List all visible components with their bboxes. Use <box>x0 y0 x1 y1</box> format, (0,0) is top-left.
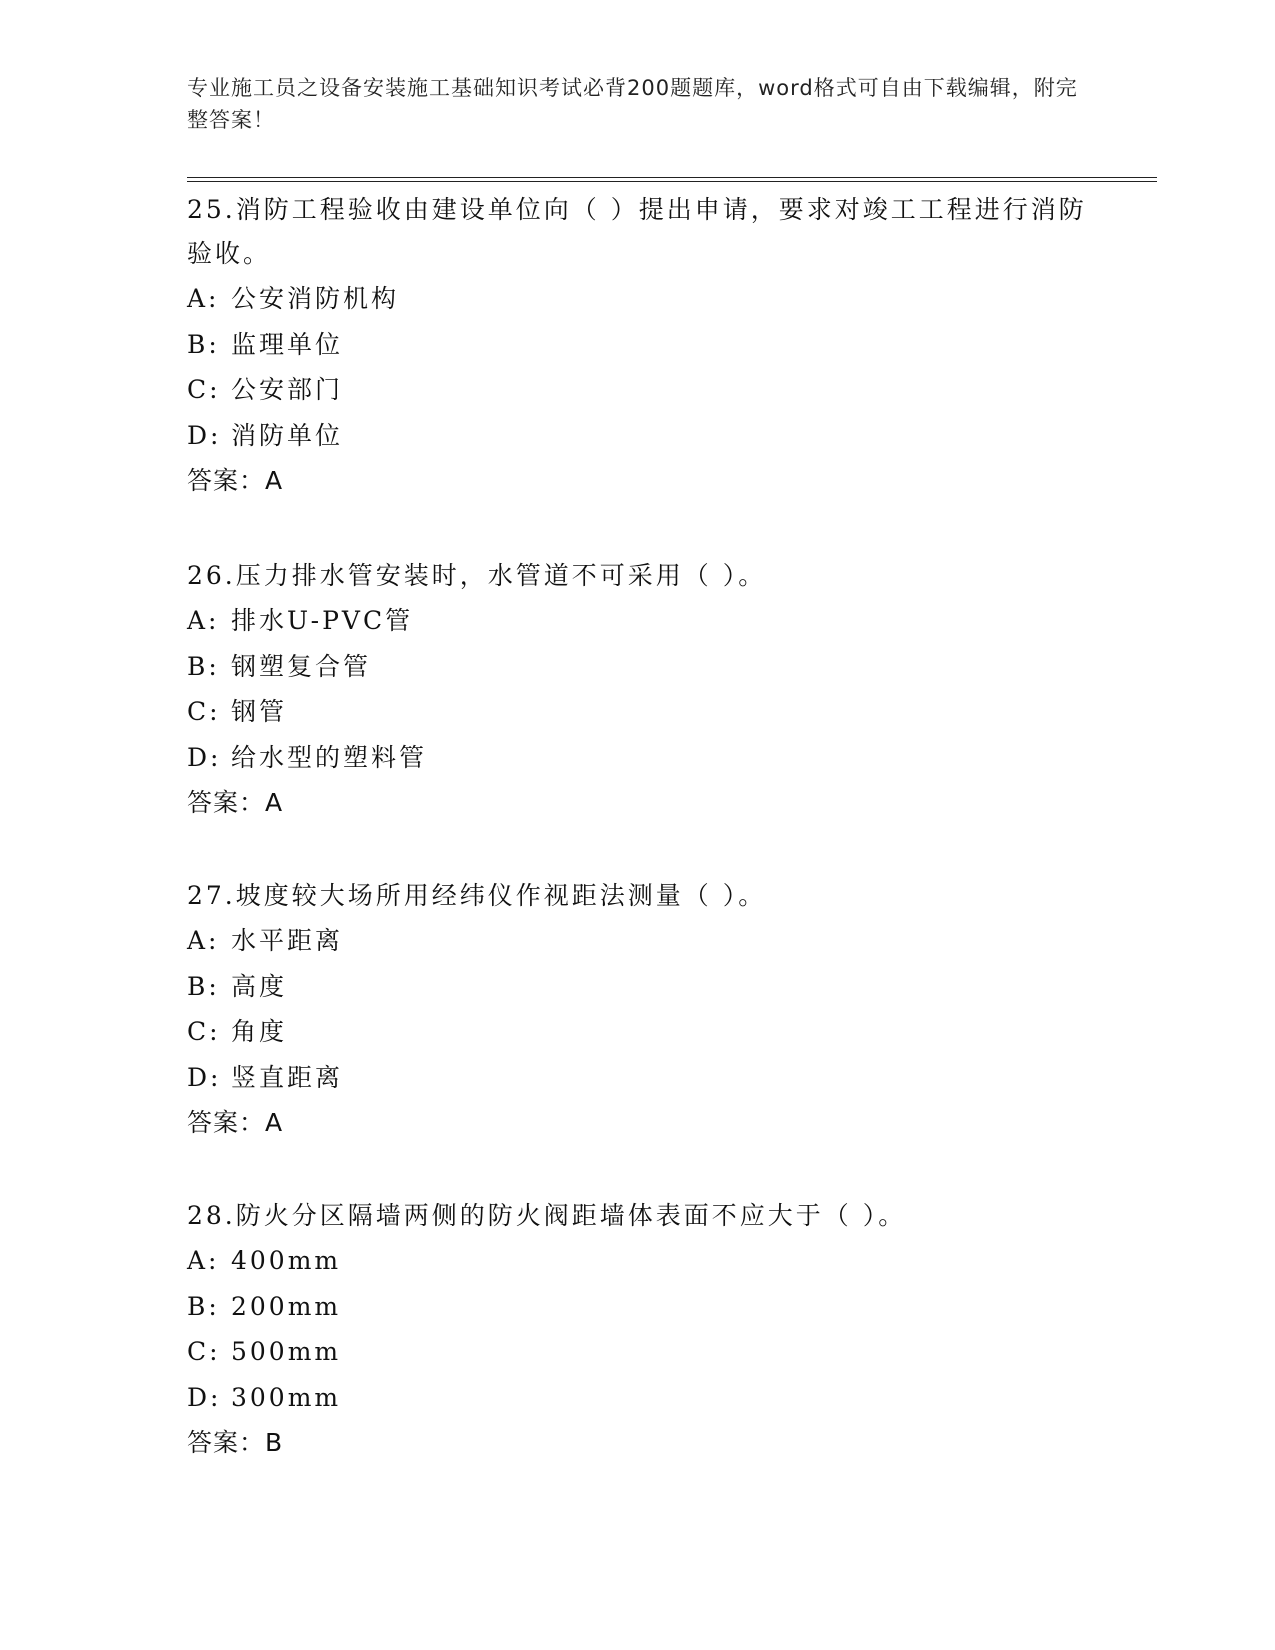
option-d <box>187 413 1087 459</box>
option-key: A: <box>187 606 220 635</box>
option-c <box>187 689 1087 735</box>
answer-line: 答案：A <box>187 466 284 495</box>
answer-line: 答案：B <box>187 1428 284 1457</box>
answer-line: 答案：A <box>187 788 284 817</box>
option-d <box>187 735 1087 781</box>
option-text: 500mm <box>231 1337 342 1366</box>
option-key: D: <box>187 1382 222 1412</box>
option-key: A: <box>187 1246 220 1275</box>
option-text: 竖直距离 <box>231 1062 344 1092</box>
question-26 <box>187 554 1087 825</box>
option-text: 给水型的塑料管 <box>231 742 428 772</box>
option-key: A: <box>187 926 220 955</box>
option-c <box>187 1329 1087 1375</box>
option-a <box>187 276 1087 322</box>
document-header: 专业施工员之设备安装施工基础知识考试必背200题题库，word格式可自由下载编辑，附完整答案！ <box>187 76 1078 132</box>
header-divider-top <box>187 177 1157 178</box>
option-key: B: <box>187 971 220 1001</box>
question-stem: 25.消防工程验收由建设单位向（ ）提出申请，要求对竣工工程进行消防验收。 <box>187 195 1087 268</box>
option-a <box>187 598 1087 644</box>
question-25 <box>187 188 1087 503</box>
option-key: C: <box>187 1337 221 1366</box>
option-text: 200mm <box>231 1291 342 1321</box>
option-text: 400mm <box>231 1246 342 1275</box>
option-b <box>187 322 1087 368</box>
option-text: 钢塑复合管 <box>231 651 372 681</box>
option-key: D: <box>187 1062 222 1092</box>
option-key: C: <box>187 1017 221 1046</box>
option-key: B: <box>187 651 220 681</box>
option-b <box>187 1284 1087 1330</box>
option-text: 角度 <box>231 1017 288 1046</box>
option-text: 监理单位 <box>231 329 344 359</box>
option-d <box>187 1375 1087 1421</box>
option-key: A: <box>187 284 220 313</box>
option-key: B: <box>187 1291 220 1321</box>
option-c <box>187 1009 1087 1055</box>
question-27 <box>187 874 1087 1145</box>
question-stem: 26.压力排水管安装时，水管道不可采用（ ）。 <box>187 561 767 590</box>
option-text: 300mm <box>231 1382 342 1412</box>
option-a <box>187 918 1087 964</box>
option-key: D: <box>187 742 222 772</box>
question-stem: 28.防火分区隔墙两侧的防火阀距墙体表面不应大于（ ）。 <box>187 1201 907 1230</box>
option-text: 水平距离 <box>231 926 344 955</box>
option-key: D: <box>187 420 222 450</box>
option-text: 钢管 <box>231 697 288 726</box>
question-28 <box>187 1194 1087 1465</box>
option-key: C: <box>187 375 221 404</box>
option-b <box>187 644 1087 690</box>
option-b <box>187 964 1087 1010</box>
option-text: 消防单位 <box>231 420 344 450</box>
question-stem: 27.坡度较大场所用经纬仪作视距法测量（ ）。 <box>187 881 767 910</box>
answer-line: 答案：A <box>187 1108 284 1137</box>
option-a <box>187 1238 1087 1284</box>
header-divider-bottom <box>187 181 1157 182</box>
option-text: 排水U-PVC管 <box>231 606 414 635</box>
option-d <box>187 1055 1087 1101</box>
option-text: 公安部门 <box>231 375 344 404</box>
option-key: C: <box>187 697 221 726</box>
option-key: B: <box>187 329 220 359</box>
option-c <box>187 367 1087 413</box>
option-text: 高度 <box>231 971 288 1001</box>
option-text: 公安消防机构 <box>231 284 400 313</box>
